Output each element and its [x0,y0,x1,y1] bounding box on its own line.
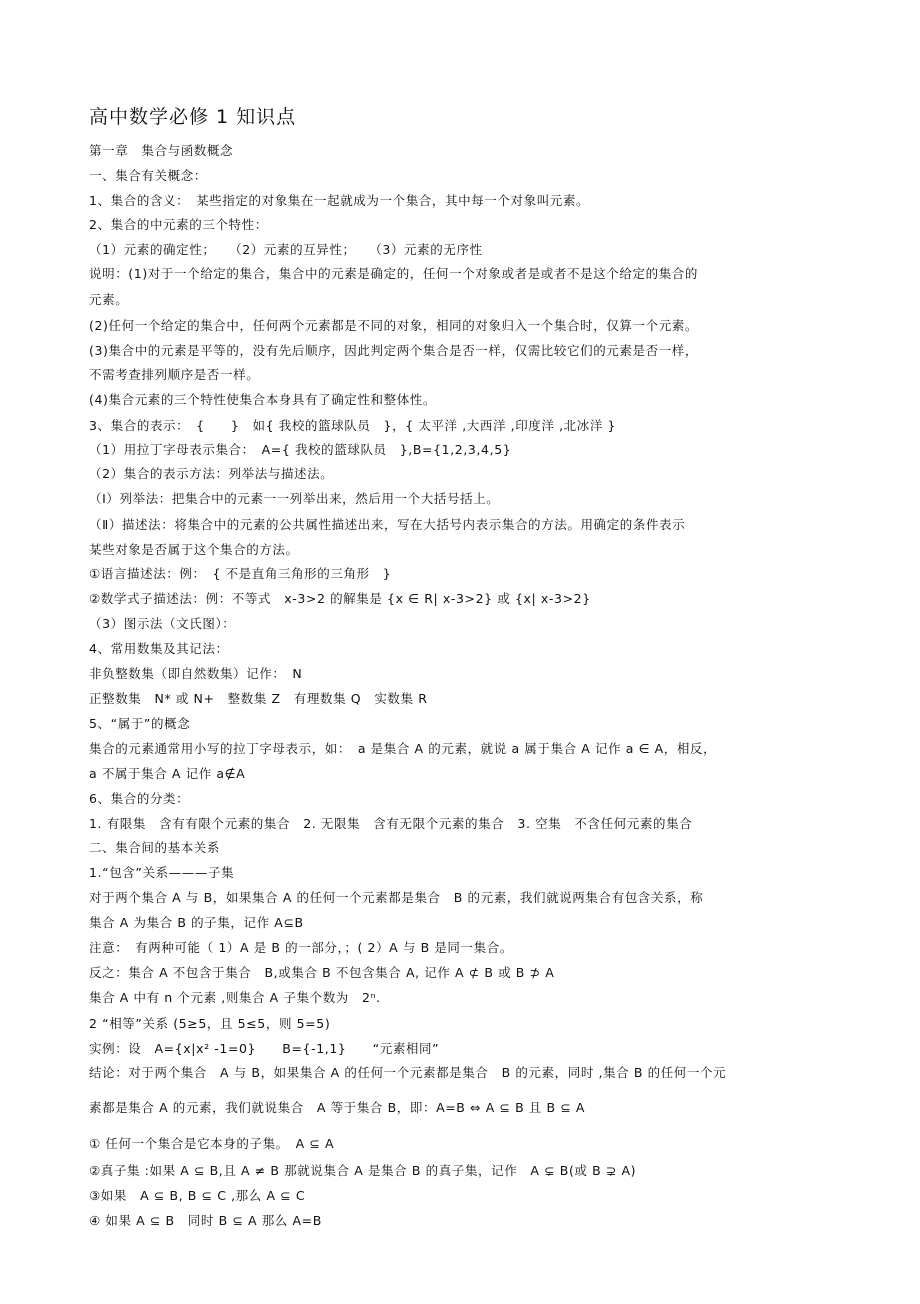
text-line: 1.“包含”关系———子集 [89,865,235,880]
section-heading: 一、集合有关概念： [89,168,207,183]
text-line: 集合的元素通常用小写的拉丁字母表示，如： a 是集合 A 的元素，就说 a 属于集合 A 记作 a ∈ A，相反， [89,741,717,756]
text-line: （Ⅱ）描述法：将集合中的元素的公共属性描述出来，写在大括号内表示集合的方法。用确定的条件表示 [89,517,686,532]
text-line: （3）图示法（文氏图）： [89,616,236,631]
text-line: （1）元素的确定性； （2）元素的互异性； （3）元素的无序性 [89,242,483,257]
text-line: ④ 如果 A ⊆ B 同时 B ⊆ A 那么 A=B [89,1213,322,1228]
text-line: （Ⅰ）列举法：把集合中的元素一一列举出来，然后用一个大括号括上。 [89,491,500,506]
text-line: 集合 A 中有 n 个元素 ,则集合 A 子集个数为 2ⁿ. [89,990,381,1005]
text-line: 正整数集 N* 或 N+ 整数集 Z 有理数集 Q 实数集 R [89,691,428,706]
text-line: ① 任何一个集合是它本身的子集。 A ⊆ A [89,1136,335,1151]
text-line: 素都是集合 A 的元素，我们就说集合 A 等于集合 B，即：A=B ⇔ A ⊆ B 且 B ⊆ A [89,1100,586,1115]
text-line: a 不属于集合 A 记作 a∉A [89,766,246,781]
text-line: 3、集合的表示： { } 如{ 我校的篮球队员 }，{ 太平洋 ,大西洋 ,印度洋 ,北冰洋 } [89,418,617,433]
text-line: 说明：(1)对于一个给定的集合，集合中的元素是确定的，任何一个对象或者是或者不是这个给定的集合的 [89,266,699,281]
text-line: 不需考查排列顺序是否一样。 [89,367,260,382]
text-line: ②真子集 :如果 A ⊆ B,且 A ≠ B 那就说集合 A 是集合 B 的真子集，记作 A ⊊ B(或 B ⊋ A) [89,1163,637,1178]
text-line: （2）集合的表示方法：列举法与描述法。 [89,466,334,481]
text-line: 2、集合的中元素的三个特性： [89,217,268,232]
text-line: ①语言描述法：例： { 不是直角三角形的三角形 } [89,566,392,581]
text-line: (3)集合中的元素是平等的，没有先后顺序，因此判定两个集合是否一样，仅需比较它们的元素是否一样， [89,343,699,358]
text-line: 2 “相等”关系 (5≥5，且 5≤5，则 5=5) [89,1016,331,1031]
text-line: 某些对象是否属于这个集合的方法。 [89,542,299,557]
text-line: （1）用拉丁字母表示集合： A={ 我校的篮球队员 },B={1,2,3,4,5} [89,442,512,457]
text-line: 对于两个集合 A 与 B，如果集合 A 的任何一个元素都是集合 B 的元素，我们就说两集合有包含关系，称 [89,890,704,905]
text-line: (4)集合元素的三个特性使集合本身具有了确定性和整体性。 [89,392,437,407]
text-line: 5、“属于”的概念 [89,716,191,731]
text-line: 实例：设 A={x|x² -1=0} B={-1,1} “元素相同” [89,1041,440,1056]
text-line: 6、集合的分类： [89,791,190,806]
text-line: 结论：对于两个集合 A 与 B，如果集合 A 的任何一个元素都是集合 B 的元素，同时 ,集合 B 的任何一个元 [89,1065,727,1080]
document-title: 高中数学必修 1 知识点 [89,106,297,128]
text-line: 1. 有限集 含有有限个元素的集合 2. 无限集 含有无限个元素的集合 3. 空集 不含任何元素的集合 [89,816,693,831]
text-line: 非负整数集（即自然数集）记作： N [89,666,303,681]
chapter-heading: 第一章 集合与函数概念 [89,143,234,158]
text-line: ③如果 A ⊆ B, B ⊆ C ,那么 A ⊆ C [89,1188,306,1203]
text-line: 注意： 有两种可能（ 1）A 是 B 的一部分，；( 2）A 与 B 是同一集合。 [89,940,513,955]
text-line: 反之：集合 A 不包含于集合 B,或集合 B 不包含集合 A, 记作 A ⊄ B 或 B ⊅ A [89,965,555,980]
text-line: 1、集合的含义： 某些指定的对象集在一起就成为一个集合，其中每一个对象叫元素。 [89,193,590,208]
section-heading: 二、集合间的基本关系 [89,840,221,855]
text-line: 元素。 [89,292,129,307]
text-line: 4、常用数集及其记法： [89,641,229,656]
text-line: 集合 A 为集合 B 的子集，记作 A⊆B [89,915,304,930]
text-line: ②数学式子描述法：例：不等式 x-3>2 的解集是 {x ∈ R| x-3>2} 或 {x| x-3>2} [89,591,591,606]
text-line: (2)任何一个给定的集合中，任何两个元素都是不同的对象，相同的对象归入一个集合时，仅算一个元素。 [89,318,699,333]
